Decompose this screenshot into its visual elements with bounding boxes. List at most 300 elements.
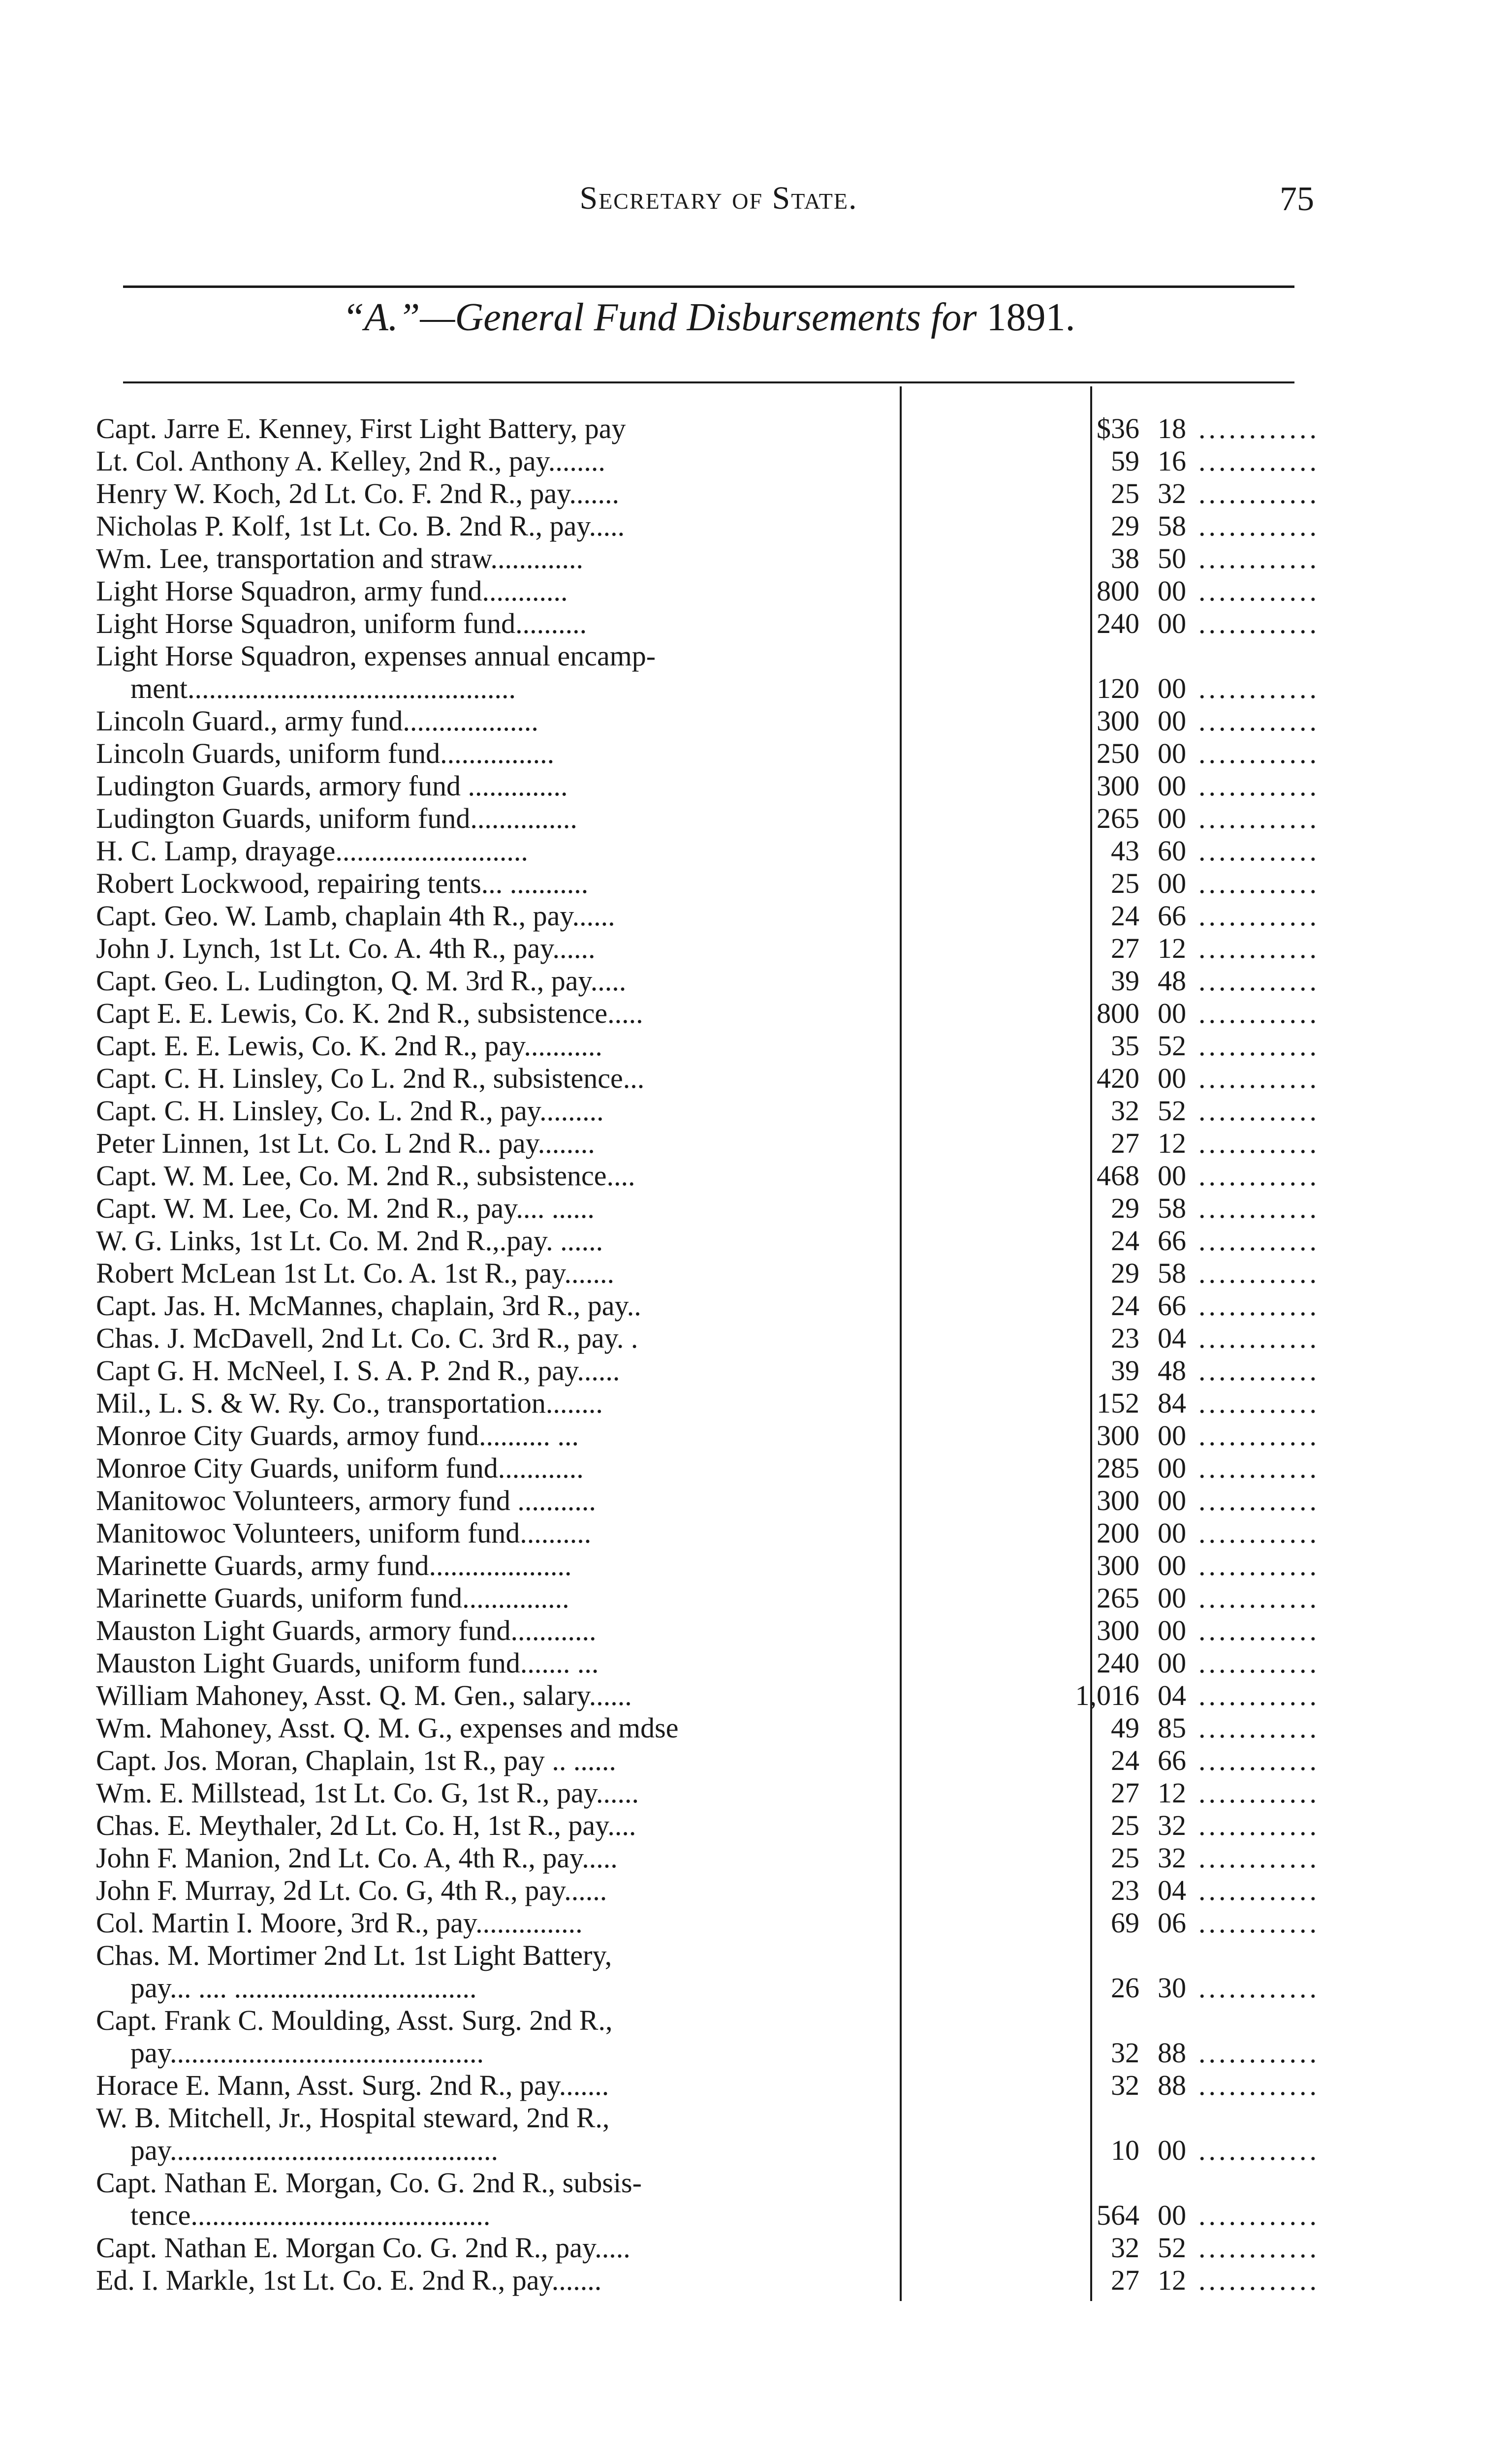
row-description: [96, 997, 898, 1030]
row-description: [96, 2167, 898, 2232]
row-amount: [898, 672, 1186, 705]
row-description: [96, 1387, 898, 1420]
row-amount: [898, 2232, 1186, 2264]
amount-cents: 00: [1158, 867, 1186, 899]
table-row: [96, 1355, 1320, 1387]
leader-dots: ............: [1198, 1874, 1320, 1906]
row-description-line: Col. Martin I. Moore, 3rd R., pay...............: [96, 1907, 583, 1939]
amount-cents: 00: [1158, 1420, 1186, 1451]
row-description-line: Peter Linnen, 1st Lt. Co. L 2nd R.. pay........: [96, 1127, 595, 1159]
leader-dots: ............: [1198, 2232, 1320, 2264]
amount-cents: 50: [1158, 542, 1186, 574]
row-amount: [898, 835, 1186, 867]
table-row: [96, 2264, 1320, 2297]
row-description-line: Marinette Guards, uniform fund...............: [96, 1582, 569, 1614]
row-description-line: Mauston Light Guards, uniform fund....... ...: [96, 1647, 599, 1679]
row-amount: [898, 900, 1186, 932]
amount-cents: 04: [1158, 1322, 1186, 1354]
row-amount: [898, 770, 1186, 802]
table-row: [96, 1290, 1320, 1322]
row-amount: [898, 1420, 1186, 1452]
row-description-line: Capt. C. H. Linsley, Co L. 2nd R., subsistence...: [96, 1062, 645, 1094]
row-description-line: ment..............................................: [130, 672, 516, 704]
row-description-line: Mauston Light Guards, armory fund............: [96, 1614, 597, 1646]
row-description: [96, 477, 898, 510]
table-row: [96, 1517, 1320, 1549]
row-description-line: Mil., L. S. & W. Ry. Co., transportation........: [96, 1387, 603, 1419]
amount-dollars: 24: [1111, 1225, 1139, 1257]
amount-cents: 85: [1158, 1712, 1186, 1744]
row-description-line: W. G. Links, 1st Lt. Co. M. 2nd R.,.pay. ......: [96, 1225, 603, 1257]
leader-dots: ............: [1198, 737, 1320, 769]
leader-dots: ............: [1198, 1192, 1320, 1224]
leader-dots: ............: [1198, 1127, 1320, 1159]
leader-dots: ............: [1198, 1972, 1320, 2004]
row-description-line: Wm. E. Millstead, 1st Lt. Co. G, 1st R., pay......: [96, 1777, 639, 1809]
amount-dollars: 24: [1111, 1290, 1139, 1322]
amount-dollars: 10: [1111, 2134, 1139, 2166]
row-description: [96, 1127, 898, 1160]
table-row: [96, 1322, 1320, 1355]
row-amount: [898, 1549, 1186, 1582]
amount-cents: 58: [1158, 1257, 1186, 1289]
leader-dots: ............: [1198, 997, 1320, 1029]
table-row: [96, 2069, 1320, 2102]
table-row: [96, 1907, 1320, 1939]
amount-dollars: 300: [1097, 1420, 1139, 1451]
table-row: [96, 510, 1320, 542]
row-amount: [898, 1257, 1186, 1290]
amount-dollars: 32: [1111, 2232, 1139, 2264]
table-row: [96, 1679, 1320, 1712]
table-row: [96, 705, 1320, 737]
amount-cents: 00: [1158, 705, 1186, 737]
table-row: [96, 997, 1320, 1030]
row-amount: [898, 1744, 1186, 1777]
amount-dollars: 25: [1111, 867, 1139, 899]
row-amount: [898, 1160, 1186, 1192]
amount-cents: 00: [1158, 802, 1186, 834]
row-description-line: Capt G. H. McNeel, I. S. A. P. 2nd R., pay......: [96, 1355, 620, 1387]
amount-cents: 06: [1158, 1907, 1186, 1939]
row-description-line: Light Horse Squadron, uniform fund..........: [96, 607, 587, 639]
table-row: [96, 607, 1320, 640]
table-row: [96, 1744, 1320, 1777]
leader-dots: ............: [1198, 1355, 1320, 1387]
amount-cents: 48: [1158, 965, 1186, 997]
row-description: [96, 542, 898, 575]
table-row: [96, 2102, 1320, 2167]
row-description: [96, 867, 898, 900]
row-description-line: Lt. Col. Anthony A. Kelley, 2nd R., pay........: [96, 445, 605, 477]
row-description: [96, 1939, 898, 2004]
amount-dollars: 29: [1111, 510, 1139, 542]
row-description-line: Manitowoc Volunteers, uniform fund..........: [96, 1517, 592, 1549]
row-amount: [898, 1387, 1186, 1420]
row-amount: [898, 705, 1186, 737]
leader-dots: ............: [1198, 412, 1320, 444]
row-description: [96, 2102, 898, 2167]
row-amount: [898, 1192, 1186, 1225]
table-row: [96, 867, 1320, 900]
amount-cents: 00: [1158, 1614, 1186, 1646]
top-rule: [123, 285, 1294, 288]
amount-dollars: 265: [1097, 802, 1139, 834]
row-description-line: Chas. M. Mortimer 2nd Lt. 1st Light Battery,: [96, 1939, 612, 1971]
amount-dollars: 49: [1111, 1712, 1139, 1744]
leader-dots: ............: [1198, 1907, 1320, 1939]
amount-dollars: 200: [1097, 1517, 1139, 1549]
table-row: [96, 1614, 1320, 1647]
table-row: [96, 1387, 1320, 1420]
page-number: 75: [1280, 180, 1314, 218]
row-description-line: Robert Lockwood, repairing tents... ...........: [96, 867, 589, 899]
row-amount: [898, 1452, 1186, 1484]
row-amount: [898, 1679, 1186, 1712]
row-description-line: John J. Lynch, 1st Lt. Co. A. 4th R., pay......: [96, 932, 596, 964]
amount-cents: 58: [1158, 510, 1186, 542]
row-description: [96, 1257, 898, 1290]
leader-dots: ............: [1198, 1484, 1320, 1516]
row-amount: [898, 802, 1186, 835]
table-row: [96, 835, 1320, 867]
leader-dots: ............: [1198, 2134, 1320, 2166]
table-row: [96, 1257, 1320, 1290]
row-description-line: tence..........................................: [130, 2199, 491, 2231]
amount-cents: 66: [1158, 1290, 1186, 1322]
leader-dots: ............: [1198, 1582, 1320, 1614]
amount-dollars: 420: [1097, 1062, 1139, 1094]
leader-dots: ............: [1198, 1452, 1320, 1484]
amount-cents: 00: [1158, 1517, 1186, 1549]
row-description-line: Monroe City Guards, uniform fund............: [96, 1452, 584, 1484]
amount-cents: 00: [1158, 1582, 1186, 1614]
row-description: [96, 1095, 898, 1127]
row-description: [96, 575, 898, 607]
amount-cents: 12: [1158, 1777, 1186, 1809]
row-description-line: Capt. Jos. Moran, Chaplain, 1st R., pay .. ......: [96, 1744, 616, 1776]
amount-dollars: 240: [1097, 1647, 1139, 1679]
row-description: [96, 1062, 898, 1095]
table-row: [96, 1127, 1320, 1160]
row-amount: [898, 2199, 1186, 2232]
row-description: [96, 770, 898, 802]
amount-dollars: 285: [1097, 1452, 1139, 1484]
leader-dots: ............: [1198, 1420, 1320, 1451]
amount-dollars: 29: [1111, 1192, 1139, 1224]
leader-dots: ............: [1198, 1712, 1320, 1744]
table-row: [96, 1939, 1320, 2004]
leader-dots: ............: [1198, 2037, 1320, 2069]
table-row: [96, 1192, 1320, 1225]
amount-cents: 84: [1158, 1387, 1186, 1419]
leader-dots: ............: [1198, 1030, 1320, 1062]
leader-dots: ............: [1198, 1290, 1320, 1322]
leader-dots: ............: [1198, 932, 1320, 964]
row-amount: [898, 607, 1186, 640]
table-row: [96, 1160, 1320, 1192]
leader-dots: ............: [1198, 1517, 1320, 1549]
row-description-line: Nicholas P. Kolf, 1st Lt. Co. B. 2nd R., pay.....: [96, 510, 625, 542]
leader-dots: ............: [1198, 802, 1320, 834]
amount-dollars: 59: [1111, 445, 1139, 477]
table-row: [96, 1225, 1320, 1257]
row-description: [96, 1160, 898, 1192]
amount-dollars: 23: [1111, 1322, 1139, 1354]
leader-dots: ............: [1198, 510, 1320, 542]
row-amount: [898, 1095, 1186, 1127]
row-amount: [898, 2037, 1186, 2069]
amount-cents: 52: [1158, 1095, 1186, 1127]
row-amount: [898, 575, 1186, 607]
table-title: [123, 295, 1294, 340]
row-amount: [898, 2134, 1186, 2167]
table-row: [96, 1874, 1320, 1907]
row-description: [96, 1322, 898, 1355]
table-title-year: 1891.: [986, 296, 1075, 339]
amount-dollars: 152: [1097, 1387, 1139, 1419]
row-description-line: Light Horse Squadron, expenses annual encamp-: [96, 640, 656, 672]
row-description-line: John F. Manion, 2nd Lt. Co. A, 4th R., pay.....: [96, 1842, 618, 1874]
row-description: [96, 1452, 898, 1484]
amount-cents: 12: [1158, 932, 1186, 964]
amount-dollars: 300: [1097, 705, 1139, 737]
leader-dots: ............: [1198, 1257, 1320, 1289]
amount-cents: 88: [1158, 2069, 1186, 2101]
amount-cents: 88: [1158, 2037, 1186, 2069]
row-description-line: Capt. Geo. W. Lamb, chaplain 4th R., pay......: [96, 900, 615, 932]
leader-dots: ............: [1198, 607, 1320, 639]
leader-dots: ............: [1198, 575, 1320, 607]
row-description-line: Wm. Mahoney, Asst. Q. M. G., expenses and mdse: [96, 1712, 679, 1744]
row-amount: [898, 1225, 1186, 1257]
row-amount: [898, 1290, 1186, 1322]
row-description-line: Robert McLean 1st Lt. Co. A. 1st R., pay.......: [96, 1257, 615, 1289]
amount-dollars: 69: [1111, 1907, 1139, 1939]
row-description: [96, 932, 898, 965]
amount-dollars: 38: [1111, 542, 1139, 574]
row-description: [96, 1907, 898, 1939]
row-amount: [898, 965, 1186, 997]
amount-dollars: 32: [1111, 1095, 1139, 1127]
amount-cents: 60: [1158, 835, 1186, 867]
amount-dollars: 43: [1111, 835, 1139, 867]
amount-dollars: 32: [1111, 2037, 1139, 2069]
row-description-line: Wm. Lee, transportation and straw.............: [96, 542, 584, 574]
table-row: [96, 1062, 1320, 1095]
row-description: [96, 1582, 898, 1614]
table-row: [96, 1777, 1320, 1809]
row-amount: [898, 412, 1186, 445]
amount-dollars: 265: [1097, 1582, 1139, 1614]
row-description-line: William Mahoney, Asst. Q. M. Gen., salary......: [96, 1679, 632, 1711]
amount-dollars: 25: [1111, 477, 1139, 509]
row-description: [96, 1030, 898, 1062]
table-row: [96, 1452, 1320, 1484]
amount-cents: 00: [1158, 1549, 1186, 1581]
row-description-line: pay............................................: [130, 2037, 484, 2069]
leader-dots: ............: [1198, 2199, 1320, 2231]
amount-dollars: 27: [1111, 932, 1139, 964]
row-description-line: Lincoln Guard., army fund...................: [96, 705, 538, 737]
row-description: [96, 1874, 898, 1907]
row-description: [96, 1225, 898, 1257]
table-row: [96, 1842, 1320, 1874]
leader-dots: ............: [1198, 542, 1320, 574]
row-description-line: John F. Murray, 2d Lt. Co. G, 4th R., pay......: [96, 1874, 607, 1906]
amount-cents: 66: [1158, 900, 1186, 932]
row-amount: [898, 1972, 1186, 2004]
table-row: [96, 1420, 1320, 1452]
amount-dollars: 564: [1097, 2199, 1139, 2231]
row-description: [96, 1777, 898, 1809]
row-description: [96, 510, 898, 542]
amount-cents: 04: [1158, 1874, 1186, 1906]
row-amount: [898, 1127, 1186, 1160]
row-amount: [898, 1842, 1186, 1874]
amount-cents: 00: [1158, 997, 1186, 1029]
leader-dots: ............: [1198, 1062, 1320, 1094]
table-row: [96, 1647, 1320, 1679]
table-row: [96, 2167, 1320, 2232]
amount-dollars: 26: [1111, 1972, 1139, 2004]
leader-dots: ............: [1198, 2069, 1320, 2101]
row-amount: [898, 1614, 1186, 1647]
leader-dots: ............: [1198, 965, 1320, 997]
table-row: [96, 575, 1320, 607]
amount-cents: 00: [1158, 1452, 1186, 1484]
amount-cents: 00: [1158, 737, 1186, 769]
amount-cents: 52: [1158, 1030, 1186, 1062]
leader-dots: ............: [1198, 445, 1320, 477]
amount-cents: 00: [1158, 2199, 1186, 2231]
row-description: [96, 2069, 898, 2102]
row-amount: [898, 2069, 1186, 2102]
amount-cents: 30: [1158, 1972, 1186, 2004]
amount-dollars: 250: [1097, 737, 1139, 769]
row-description-line: Capt. Nathan E. Morgan Co. G. 2nd R., pay.....: [96, 2232, 630, 2264]
amount-cents: 00: [1158, 607, 1186, 639]
row-amount: [898, 477, 1186, 510]
amount-cents: 58: [1158, 1192, 1186, 1224]
row-amount: [898, 1874, 1186, 1907]
row-description-line: Ed. I. Markle, 1st Lt. Co. E. 2nd R., pay.......: [96, 2264, 602, 2296]
row-description-line: Capt. C. H. Linsley, Co. L. 2nd R., pay.........: [96, 1095, 604, 1127]
leader-dots: ............: [1198, 477, 1320, 509]
amount-cents: 00: [1158, 1647, 1186, 1679]
amount-cents: 12: [1158, 1127, 1186, 1159]
row-amount: [898, 1322, 1186, 1355]
leader-dots: ............: [1198, 1842, 1320, 1874]
row-amount: [898, 2264, 1186, 2297]
table-row: [96, 802, 1320, 835]
row-description: [96, 1712, 898, 1744]
table-row: [96, 477, 1320, 510]
amount-cents: 16: [1158, 445, 1186, 477]
amount-cents: 48: [1158, 1355, 1186, 1387]
amount-cents: 32: [1158, 1809, 1186, 1841]
amount-cents: 00: [1158, 1062, 1186, 1094]
row-description-line: pay..............................................: [130, 2134, 498, 2166]
row-amount: [898, 1062, 1186, 1095]
row-description-line: Manitowoc Volunteers, armory fund ...........: [96, 1484, 596, 1516]
row-description-line: Capt. Geo. L. Ludington, Q. M. 3rd R., pay.....: [96, 965, 627, 997]
amount-cents: 04: [1158, 1679, 1186, 1711]
leader-dots: ............: [1198, 1549, 1320, 1581]
table-row: [96, 1095, 1320, 1127]
row-description-line: W. B. Mitchell, Jr., Hospital steward, 2nd R.,: [96, 2102, 610, 2134]
amount-cents: 00: [1158, 1160, 1186, 1192]
table-row: [96, 770, 1320, 802]
amount-dollars: 27: [1111, 2264, 1139, 2296]
row-amount: [898, 1712, 1186, 1744]
amount-cents: 66: [1158, 1225, 1186, 1257]
leader-dots: ............: [1198, 1679, 1320, 1711]
row-description: [96, 1484, 898, 1517]
row-description: [96, 2232, 898, 2264]
amount-dollars: 468: [1097, 1160, 1139, 1192]
row-description-line: Henry W. Koch, 2d Lt. Co. F. 2nd R., pay.......: [96, 477, 619, 509]
row-description: [96, 1809, 898, 1842]
amount-dollars: 39: [1111, 1355, 1139, 1387]
row-description: [96, 802, 898, 835]
table-row: [96, 1582, 1320, 1614]
amount-dollars: 39: [1111, 965, 1139, 997]
leader-dots: ............: [1198, 1647, 1320, 1679]
row-description-line: Capt E. E. Lewis, Co. K. 2nd R., subsistence.....: [96, 997, 643, 1029]
amount-dollars: 240: [1097, 607, 1139, 639]
row-description-line: Capt. W. M. Lee, Co. M. 2nd R., pay.... ......: [96, 1192, 595, 1224]
row-description-line: Capt. Nathan E. Morgan, Co. G. 2nd R., subsis-: [96, 2167, 642, 2199]
row-description-line: Monroe City Guards, armoy fund.......... ...: [96, 1420, 579, 1451]
row-description: [96, 1647, 898, 1679]
leader-dots: ............: [1198, 1744, 1320, 1776]
row-amount: [898, 1809, 1186, 1842]
leader-dots: ............: [1198, 2264, 1320, 2296]
amount-cents: 32: [1158, 477, 1186, 509]
row-description: [96, 737, 898, 770]
row-description: [96, 2264, 898, 2297]
row-description-line: Light Horse Squadron, army fund............: [96, 575, 568, 607]
table-row: [96, 900, 1320, 932]
row-description: [96, 705, 898, 737]
table-row: [96, 1809, 1320, 1842]
amount-cents: 00: [1158, 770, 1186, 802]
row-description-line: Capt. Jas. H. McMannes, chaplain, 3rd R., pay..: [96, 1290, 641, 1322]
amount-cents: 18: [1158, 412, 1186, 444]
amount-dollars: 27: [1111, 1127, 1139, 1159]
row-description-line: Capt. W. M. Lee, Co. M. 2nd R., subsistence....: [96, 1160, 635, 1192]
amount-cents: 32: [1158, 1842, 1186, 1874]
leader-dots: ............: [1198, 770, 1320, 802]
leader-dots: ............: [1198, 867, 1320, 899]
leader-dots: ............: [1198, 1614, 1320, 1646]
row-description: [96, 1355, 898, 1387]
amount-dollars: 300: [1097, 770, 1139, 802]
amount-cents: 52: [1158, 2232, 1186, 2264]
amount-cents: 00: [1158, 575, 1186, 607]
table-row: [96, 1030, 1320, 1062]
table-row: [96, 1484, 1320, 1517]
amount-dollars: 120: [1097, 672, 1139, 704]
row-amount: [898, 1484, 1186, 1517]
amount-dollars: 35: [1111, 1030, 1139, 1062]
amount-dollars: $36: [1097, 412, 1139, 444]
row-description: [96, 1290, 898, 1322]
row-description: [96, 1420, 898, 1452]
table-row: [96, 2232, 1320, 2264]
row-description: [96, 1842, 898, 1874]
